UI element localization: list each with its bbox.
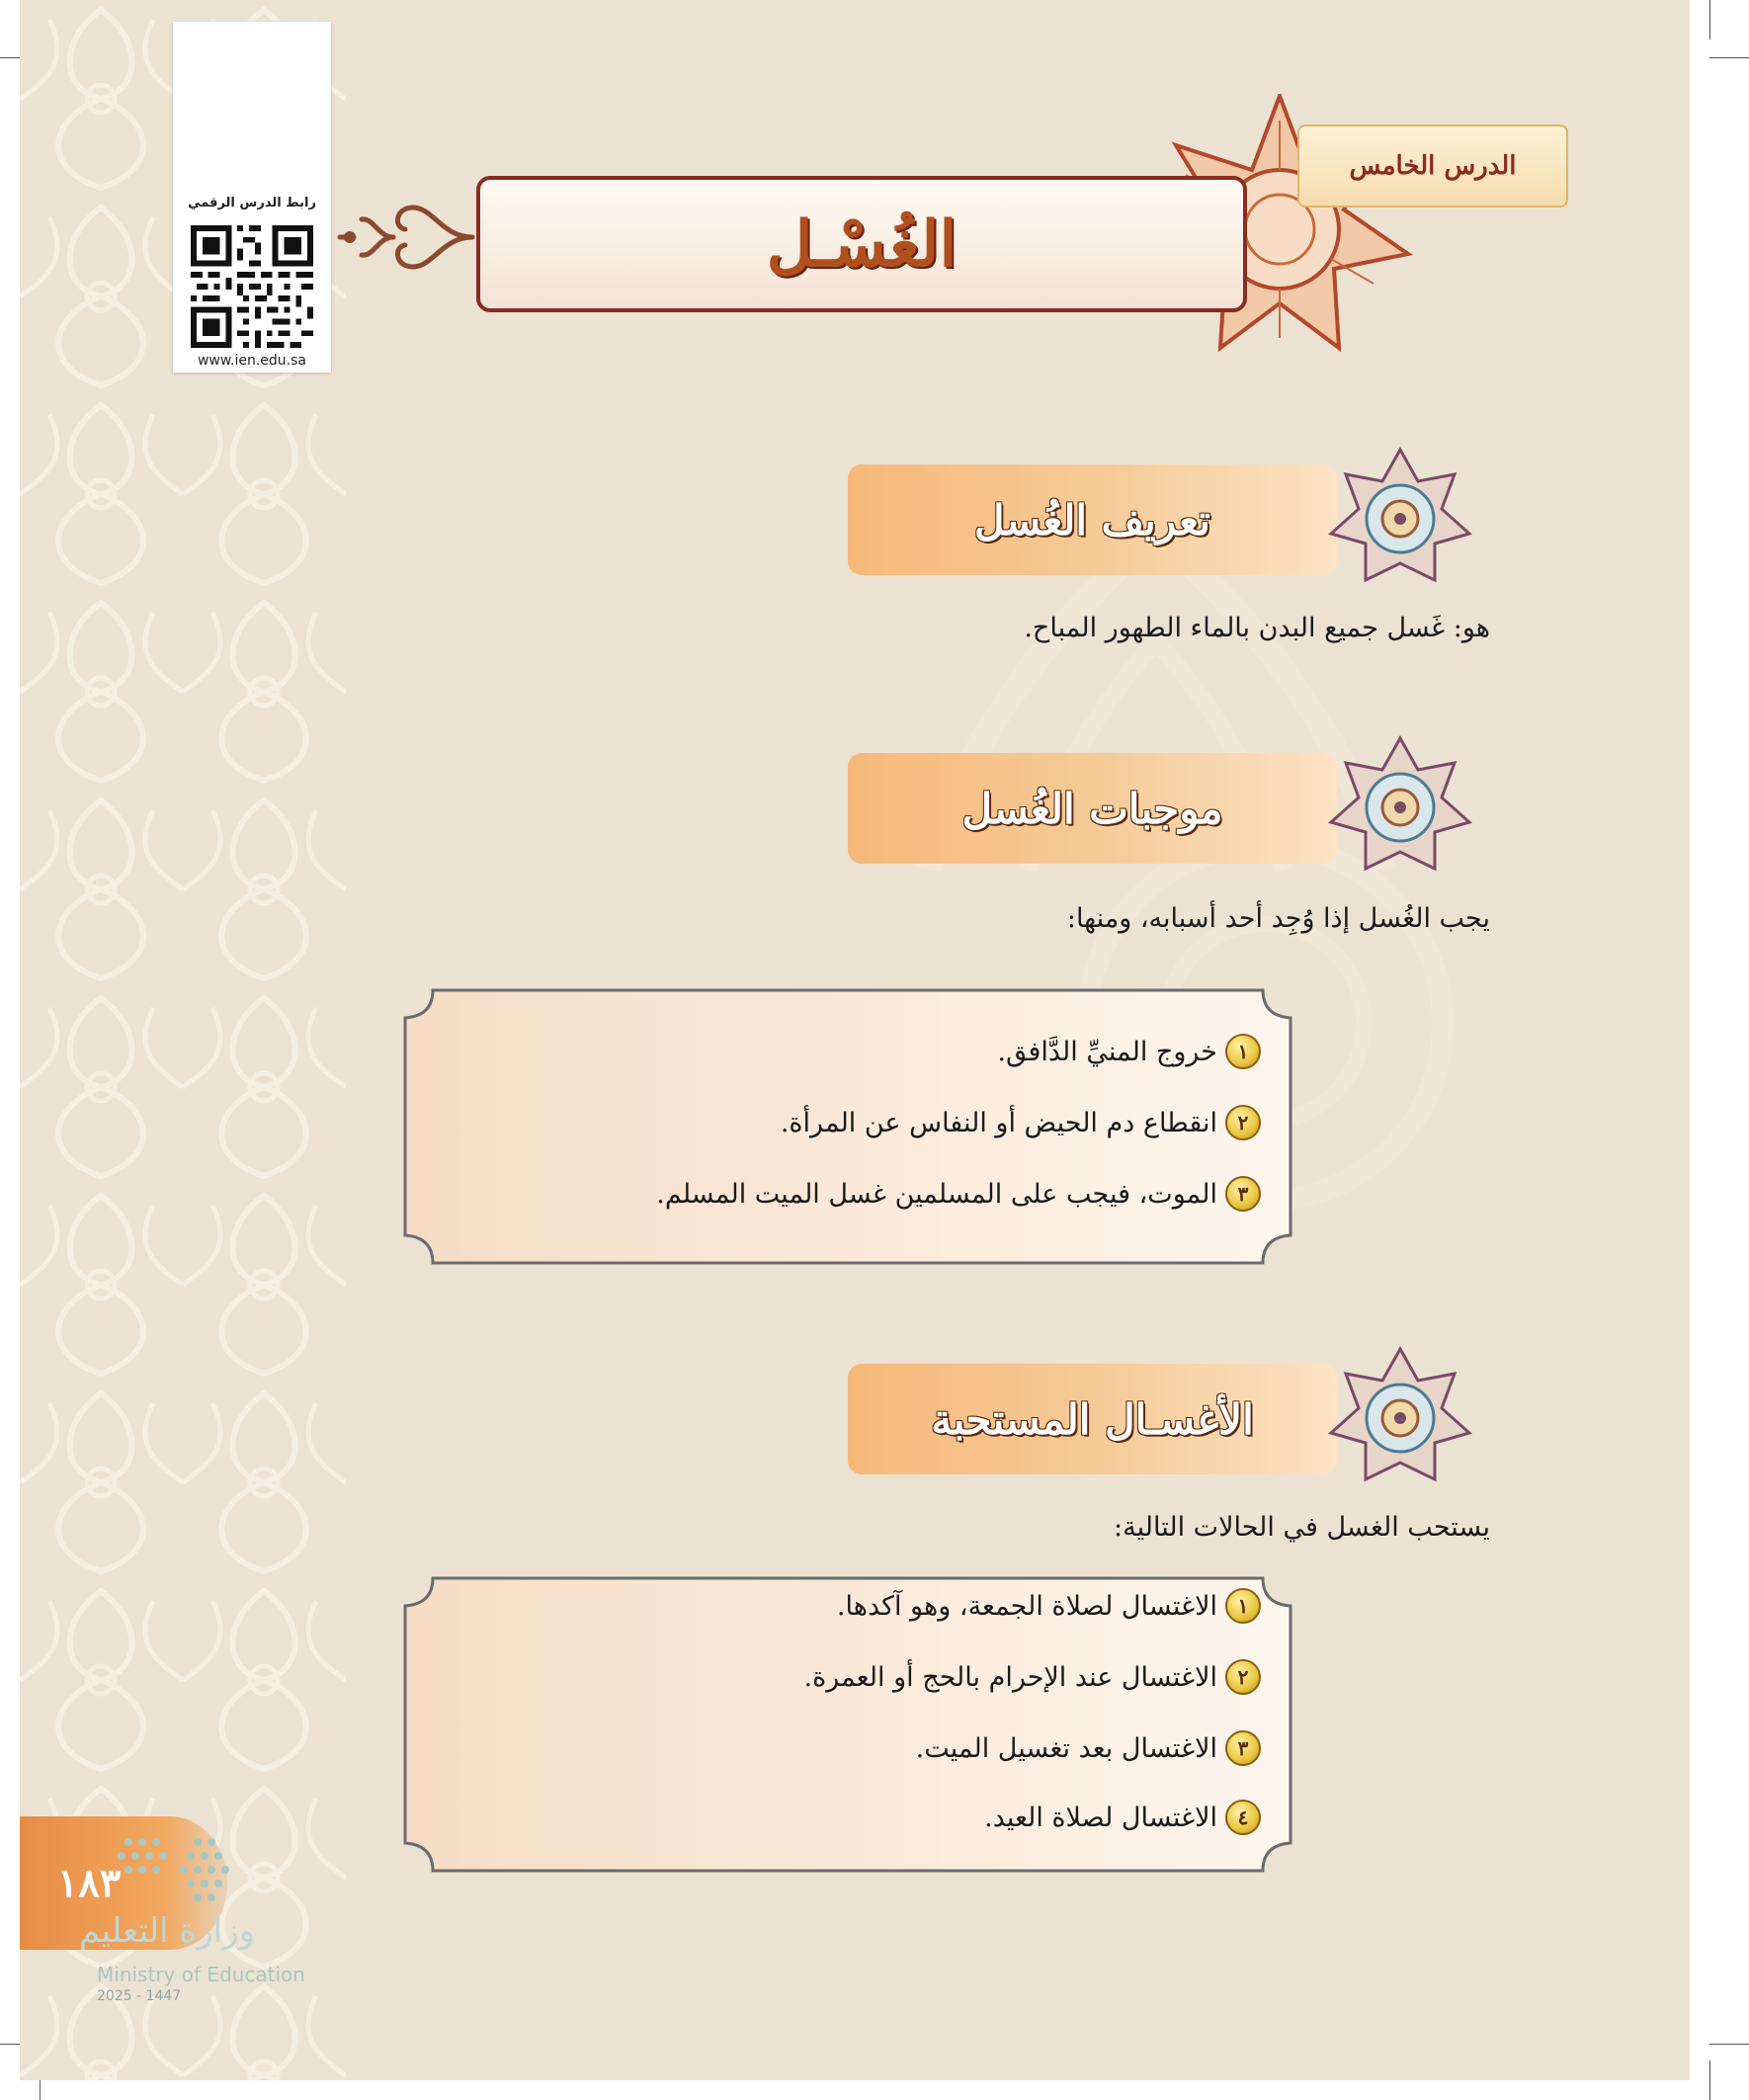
qr-url[interactable]: www.ien.edu.sa: [197, 353, 307, 369]
rosette-icon: [1326, 1344, 1474, 1492]
list-item: [451, 1588, 1261, 1624]
scroll-ornament-icon: [334, 178, 480, 296]
list-item: [451, 1800, 1261, 1835]
number-badge: ٢: [1225, 1659, 1261, 1695]
list-item: [451, 1730, 1261, 1766]
number-badge: ٤: [1225, 1800, 1261, 1835]
obligations-intro: يجب الغُسل إذا وُجِد أحد أسبابه، ومنها:: [1066, 903, 1490, 934]
section-title: تعريف الغُسل: [974, 495, 1210, 545]
list-item-text: الاغتسال لصلاة العيد.: [984, 1802, 1217, 1833]
ministry-name-english: Ministry of Education: [97, 1963, 305, 1986]
crop-mark: [1709, 57, 1749, 58]
lesson-number-badge: الدرس الخامس: [1297, 125, 1568, 208]
rosette-icon: [1326, 733, 1474, 882]
crop-mark: [1709, 2044, 1749, 2045]
section-title: الأغسـال المستحبة: [931, 1394, 1254, 1444]
recommended-list-panel: [403, 1576, 1292, 1873]
textbook-page: [20, 0, 1690, 2080]
qr-card[interactable]: [173, 22, 331, 373]
section-header-obligations: [848, 753, 1337, 864]
rosette-icon: [1326, 445, 1474, 593]
number-badge: ٣: [1225, 1730, 1261, 1766]
section-header-definition: [848, 464, 1337, 575]
page-number: ١٨٣: [56, 1860, 122, 1906]
definition-text: هو: غَسل جميع البدن بالماء الطهور المباح.: [1024, 613, 1490, 643]
crop-mark: [1709, 0, 1710, 40]
number-badge: ١: [1225, 1588, 1261, 1624]
crop-mark: [1709, 2060, 1710, 2100]
lesson-title-box: [476, 176, 1247, 312]
recommended-intro: يستحب الغسل في الحالات التالية:: [1114, 1512, 1490, 1543]
list-item-text: الاغتسال لصلاة الجمعة، وهو آكدها.: [836, 1590, 1217, 1622]
list-item: [451, 1659, 1261, 1695]
list-item: [451, 1034, 1261, 1069]
number-badge: ٣: [1225, 1176, 1261, 1212]
qr-label: رابط الدرس الرقمي: [188, 196, 316, 210]
list-item-text: الاغتسال عند الإحرام بالحج أو العمرة.: [803, 1661, 1217, 1693]
ministry-name-arabic: وزارة التعليم: [79, 1911, 255, 1951]
lesson-title: الغُسْـل: [766, 207, 958, 282]
list-item-text: انقطاع دم الحيض أو النفاس عن المرأة.: [780, 1107, 1217, 1138]
number-badge: ١: [1225, 1034, 1261, 1069]
list-item-text: الموت، فيجب على المسلمين غسل الميت المسلم.: [656, 1178, 1217, 1210]
obligations-list-panel: [403, 988, 1292, 1265]
edition-year: 2025 - 1447: [97, 1988, 182, 2004]
list-item-text: الاغتسال بعد تغسيل الميت.: [915, 1732, 1217, 1764]
list-item: [451, 1176, 1261, 1212]
section-title: موجبات الغُسل: [961, 784, 1223, 833]
list-item: [451, 1105, 1261, 1140]
section-header-recommended: [848, 1364, 1337, 1474]
number-badge: ٢: [1225, 1105, 1261, 1140]
qr-code-icon[interactable]: [191, 225, 313, 348]
list-item-text: خروج المنيِّ الدَّافق.: [997, 1036, 1217, 1067]
